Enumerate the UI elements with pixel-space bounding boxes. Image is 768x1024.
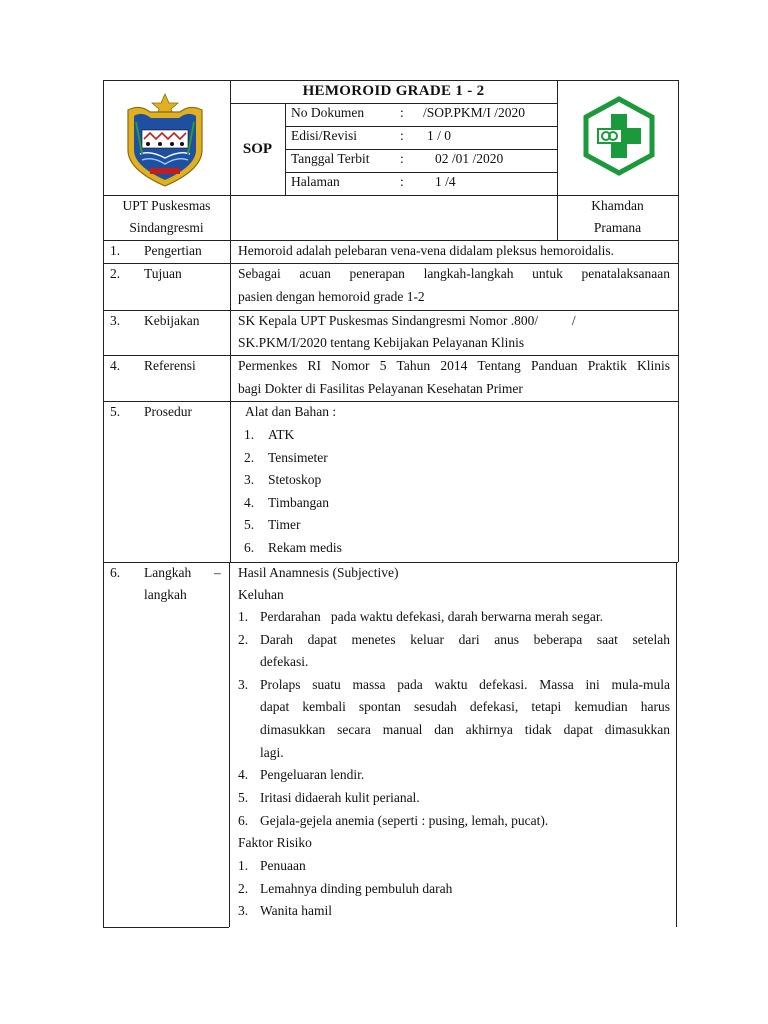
head-name-line2: Pramana [593,220,642,235]
section-label-referensi: Referensi [144,358,196,373]
list-item: 6. Rekam medis [244,540,342,555]
header-bottom [103,195,678,196]
meta-sep: : [400,105,404,120]
tujuan-line1: Sebagai acuan penerapan langkah-langkah untuk penatalaksanaan [238,266,670,281]
sep-s5 [103,401,678,402]
pengertian-text: Hemoroid adalah pelebaran vena-vena didalam pleksus hemoroidalis. [238,243,614,258]
list-item: 5. Timer [244,517,301,532]
kebijakan-line1: SK Kepala UPT Puskesmas Sindangresmi Nomor .800/ / [238,313,576,328]
sep-s4 [103,355,678,356]
sep-s2 [103,263,678,264]
meta-value-no-dokumen: /SOP.PKM/I /2020 [423,105,526,120]
document-title: HEMOROID GRADE 1 - 2 [302,83,485,99]
border-bottom-left [103,927,229,928]
list-item: 5. Iritasi didaerah kulit perianal. [238,790,420,805]
meta-sep: : [400,174,404,189]
list-item: 2. Lemahnya dinding pembuluh darah [238,881,453,896]
org-name-line1: UPT Puskesmas [122,198,211,213]
list-item: 4. Timbangan [244,495,330,510]
section-number: 5. [110,404,121,419]
section-label-kebijakan: Kebijakan [144,313,200,328]
list-item: 3. [238,677,249,692]
keluhan-3-line4: lagi. [260,745,284,760]
sep-s6 [103,562,678,563]
sep-s3 [103,310,678,311]
meta-label-tanggal: Tanggal Terbit [291,151,370,166]
section-label-dash: – [214,565,221,580]
section-number: 6. [110,565,121,580]
col-sep-left-lower [229,562,230,927]
section-label-langkah-2: langkah [144,587,187,602]
meta-sep: : [400,151,404,166]
tujuan-line2: pasien dengan hemoroid grade 1-2 [238,289,425,304]
keluhan-2-line2: defekasi. [260,654,309,669]
keluhan-3-line1: Prolaps suatu massa pada waktu defekasi. Massa ini mula-mula [260,677,670,692]
head-name-line1: Khamdan [591,198,644,213]
border-right-lower [676,562,677,927]
meta-label-no-dokumen: No Dokumen [291,105,365,120]
list-item: 2. Tensimeter [244,450,328,465]
list-item: 3. Stetoskop [244,472,322,487]
meta-sep: : [400,128,404,143]
section-label-tujuan: Tujuan [144,266,182,281]
meta-value-tanggal: 02 /01 /2020 [435,151,504,166]
section-label-langkah: Langkah [144,565,192,580]
crest-logo [120,92,210,188]
keluhan-heading: Keluhan [238,587,284,602]
list-item: 6. Gejala-gejela anemia (seperti : pusing, lemah, pucat). [238,813,549,828]
referensi-line1: Permenkes RI Nomor 5 Tahun 2014 Tentang Panduan Praktik Klinis [238,358,670,373]
keluhan-3-line2: dapat kembali spontan sesudah defekasi, tetapi kemudian harus [260,699,670,714]
faktor-risiko-heading: Faktor Risiko [238,835,312,850]
list-item: 2. [238,632,249,647]
list-item: 1. Penuaan [238,858,306,873]
org-name-line2: Sindangresmi [129,220,204,235]
section-number: 2. [110,266,121,281]
section-number: 3. [110,313,121,328]
section-number: 4. [110,358,121,373]
list-item: 1. ATK [244,427,295,442]
meta-label-edisi: Edisi/Revisi [291,128,358,143]
col-sep-right [557,80,558,240]
hasil-anamnesis-heading: Hasil Anamnesis (Subjective) [238,565,399,580]
keluhan-2-line1: Darah dapat menetes keluar dari anus beberapa saat setelah [260,632,670,647]
list-item: 3. Wanita hamil [238,903,333,918]
meta-value-halaman: 1 /4 [435,174,456,189]
keluhan-3-line3: dimasukkan secara manual dan akhirnya tidak dapat dimasukkan [260,722,670,737]
section-number: 1. [110,243,121,258]
border-right-upper [678,80,679,562]
kebijakan-line2: SK.PKM/I/2020 tentang Kebijakan Pelayanan Klinis [238,335,525,350]
meta-value-edisi: 1 / 0 [427,128,452,143]
sop-label: SOP [242,141,273,157]
alat-bahan-heading: Alat dan Bahan : [245,404,337,419]
section-label-prosedur: Prosedur [144,404,192,419]
puskesmas-logo [580,96,658,176]
referensi-line2: bagi Dokter di Fasilitas Pelayanan Kesehatan Primer [238,381,523,396]
meta-label-halaman: Halaman [291,174,340,189]
list-item: 4. Pengeluaran lendir. [238,767,365,782]
sep-s1 [103,240,678,241]
section-label-pengertian: Pengertian [144,243,202,258]
list-item: 1. Perdarahan pada waktu defekasi, darah berwarna merah segar. [238,609,603,624]
